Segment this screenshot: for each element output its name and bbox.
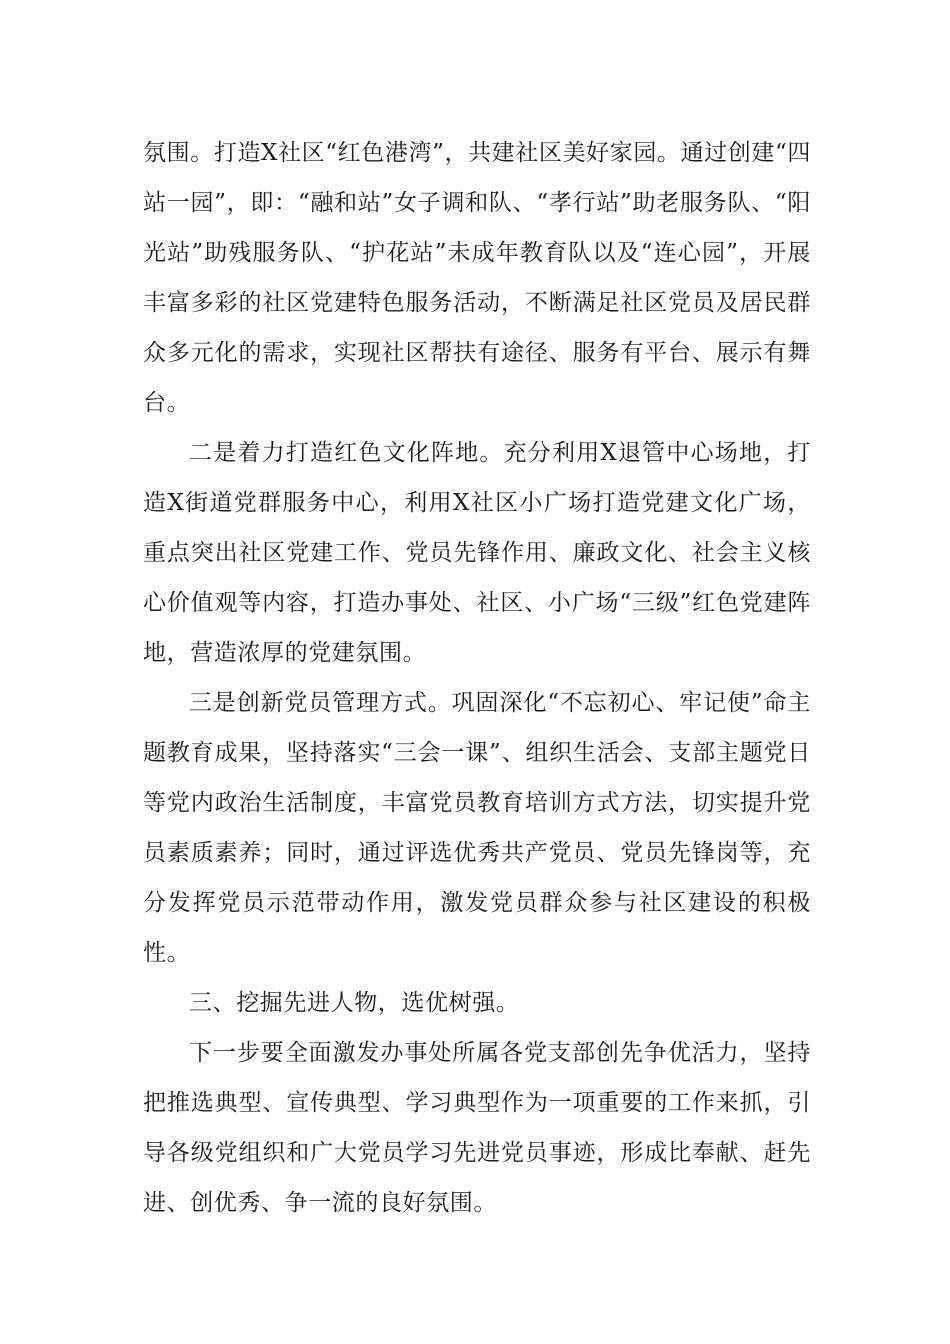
document-body (143, 128, 811, 1228)
paragraph-1: 氛围。打造X社区“红色港湾”，共建社区美好家园。通过创建“四站一园”，即：“融和站”女子调和队、“孝行站”助老服务队、“阳光站”助残服务队、“护花站”未成年教育队以及“连心园”，开展丰富多彩的社区党建特色服务活动，不断满足社区党员及居民群众多元化的需求，实现社区帮扶有途径、服务有平台、展示有舞台。 (143, 140, 811, 416)
paragraph-3: 三是创新党员管理方式。巩固深化“不忘初心、牢记使”命主题教育成果，坚持落实“三会一课”、组织生活会、支部主题党日等党内政治生活制度，丰富党员教育培训方式方法，切实提升党员素质素养；同时，通过评选优秀共产党员、党员先锋岗等，充分发挥党员示范带动作用，激发党员群众参与社区建设的积极性。 (143, 690, 811, 966)
paragraph-5: 下一步要全面激发办事处所属各党支部创先争优活力，坚持把推选典型、宣传典型、学习典型作为一项重要的工作来抓，引导各级党组织和广大党员学习先进党员事迹，形成比奉献、赶先进、创优秀、争一流的良好氛围。 (143, 1040, 811, 1216)
section-heading-3: 三、挖掘先进人物，选优树强。 (189, 990, 520, 1016)
paragraph-2: 二是着力打造红色文化阵地。充分利用X退管中心场地，打造X街道党群服务中心，利用X社区小广场打造党建文化广场，重点突出社区党建工作、党员先锋作用、廉政文化、社会主义核心价值观等内容，打造办事处、社区、小广场“三级”红色党建阵地，营造浓厚的党建氛围。 (143, 440, 811, 666)
